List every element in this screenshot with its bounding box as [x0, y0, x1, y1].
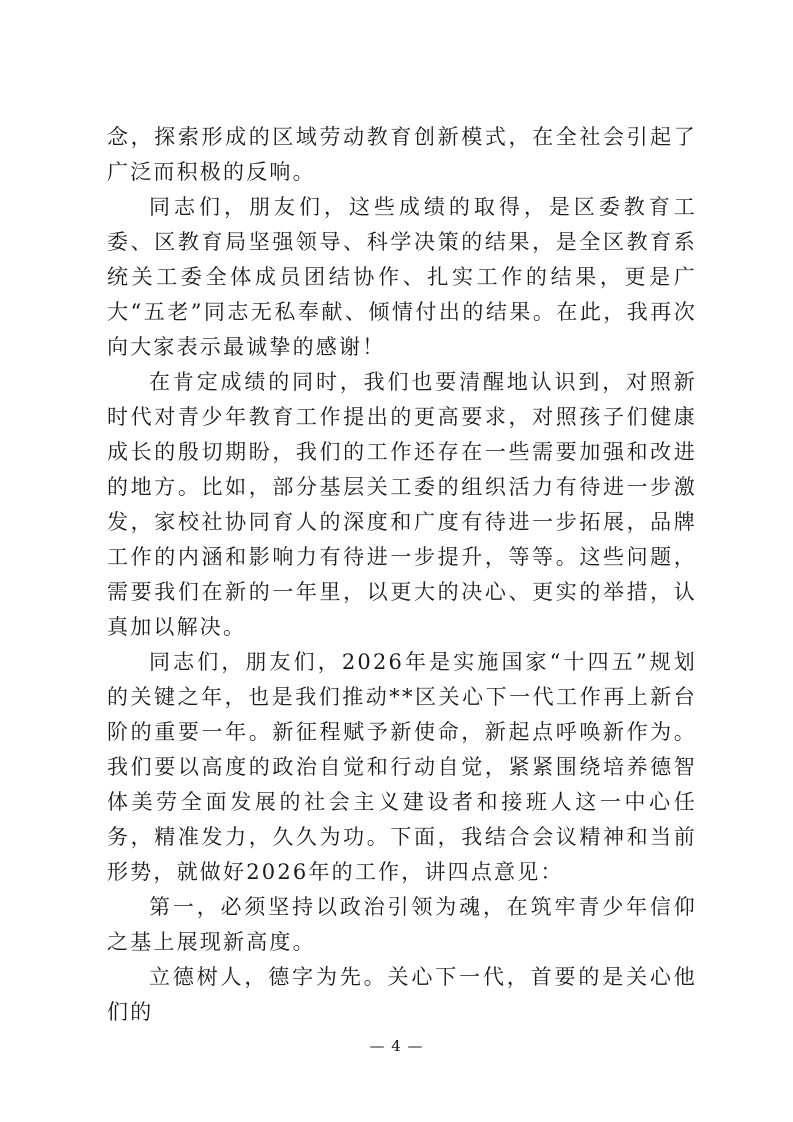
paragraph-shortcomings: 在肯定成绩的同时，我们也要清醒地认识到，对照新时代对青少年教育工作提出的更高要求，对照孩子们健康成长的殷切期盼，我们的工作还存在一些需要加强和改进的地方。比如，部分基层关工委的组织活力有待进一步激发，家校社协同育人的深度和广度有待进一步拓展，品牌工作的内涵和影响力有待进一步提升，等等。这些问题，需要我们在新的一年里，以更大的决心、更实的举措，认真加以解决。	[107, 370, 697, 639]
paragraph-point-one-heading: 第一，必须坚持以政治引领为魂，在筑牢青少年信仰之基上展现新高度。	[107, 895, 697, 954]
paragraph-continuation: 念，探索形成的区域劳动教育创新模式，在全社会引起了广泛而积极的反响。	[107, 125, 697, 184]
paragraph-thanks: 同志们，朋友们，这些成绩的取得，是区委教育工委、区教育局坚强领导、科学决策的结果，是全区教育系统关工委全体成员团结协作、扎实工作的结果，更是广大“五老”同志无私奉献、倾情付出的结果。在此，我再次向大家表示最诚挚的感谢！	[107, 195, 697, 359]
paragraph-2026-outlook: 同志们，朋友们，2026年是实施国家“十四五”规划的关键之年，也是我们推动**区关心下一代工作再上新台阶的重要一年。新征程赋予新使命，新起点呼唤新作为。我们要以高度的政治自觉和行动自觉，紧紧围绕培养德智体美劳全面发展的社会主义建设者和接班人这一中心任务，精准发力，久久为功。下面，我结合会议精神和当前形势，就做好2026年的工作，讲四点意见：	[107, 650, 697, 884]
body-text	[107, 120, 697, 1030]
paragraph-point-one-body: 立德树人，德字为先。关心下一代，首要的是关心他们的	[107, 965, 697, 1024]
page-number: — 4 —	[369, 1037, 424, 1055]
